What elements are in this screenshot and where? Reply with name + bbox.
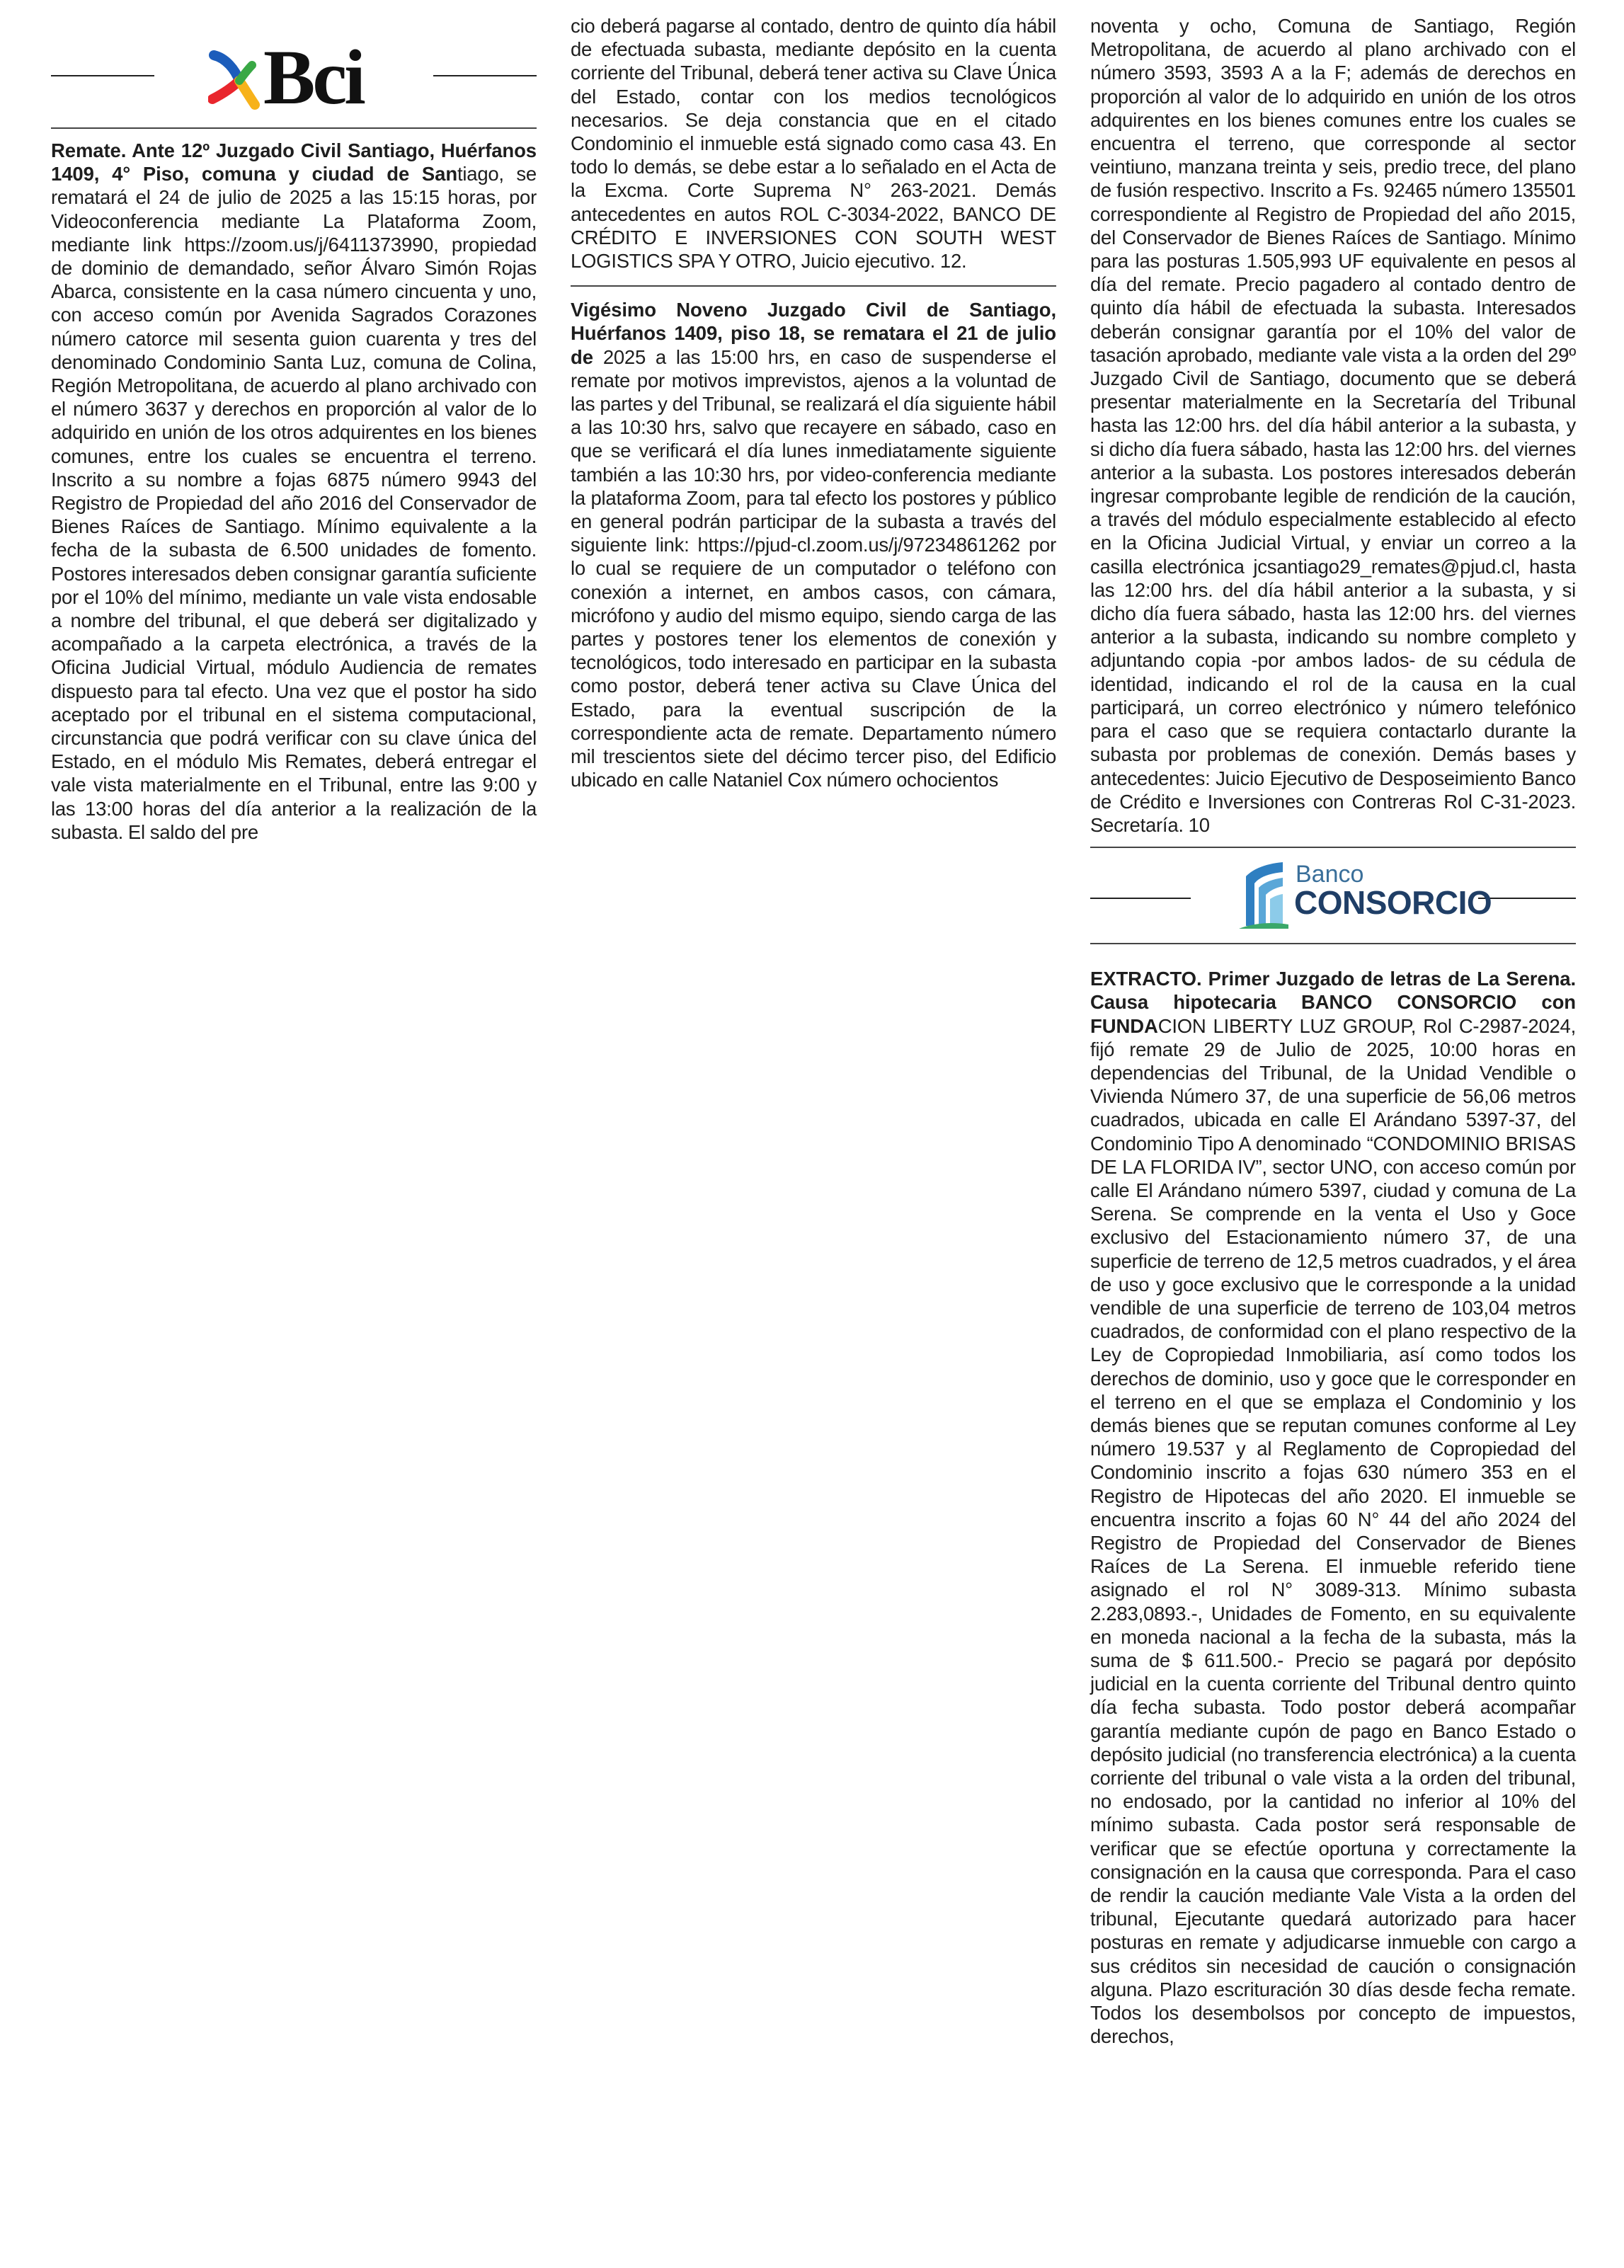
bci-logo-text: Bci: [263, 34, 363, 120]
consorcio-banco-text: Banco: [1296, 861, 1364, 888]
section-divider: [51, 127, 537, 129]
notice-body: tiago, se rematará el 24 de julio de 2025 a las 15:15 horas, por Videoconferencia mediante La Plataforma Zoom, mediante link https://zoom.us/j/6411373990, propiedad de dominio de demandado, señor Álvaro Simón Rojas Abarca, consistente en la casa número cincuenta y uno, con acceso común por Avenida Sagrados Corazones número catorce mil sesenta guion cuarenta y tres del denominado Condominio Santa Luz, comuna de Colina, Región Metropolitana, de acuerdo al plano archivado con el número 3637 y derechos en proporción al valor de lo adquirido en unión de los otros adquirentes en los bienes comunes, entre los cuales se encuentra el terreno. Inscrito a su nombre a fojas 6875 número 9943 del Registro de Propiedad del año 2016 del Conservador de Bienes Raíces de Santiago. Mínimo equivalente a la fecha de la subasta de 6.500 unidades de fomento. Postores interesados deben consignar garantía suficiente por el 10% del mínimo, mediante un vale vista endosable a nombre del tribunal, el que deberá ser digitalizado y acompañado a la carpeta electrónica, a través de la Oficina Judicial Virtual, módulo Audiencia de remates dispuesto para tal efecto. Una vez que el postor ha sido aceptado por el tribunal en el sistema computacional, circunstancia que podrá verificar con su clave única del Estado, en el módulo Mis Remates, deberá entregar el vale vista materialmente en el Tribunal, entre las 9:00 y las 13:00 horas del día anterior a la realización de la subasta. El saldo del pre: [51, 163, 537, 843]
consorcio-mark-icon: [1239, 855, 1288, 933]
section-divider: [571, 285, 1056, 287]
notice-29-juzgado: [571, 298, 1056, 791]
notice-29-juzgado-continued: noventa y ocho, Comuna de Santiago, Región Metropolitana, de acuerdo al plano archivado con el número 3593, 3593 A a la F; además de derechos en proporción al valor de lo adquirido en unión de los otros adquirentes en los bienes comunes entre los cuales se encuentra el terreno, que corresponde al sector veintiuno, manzana treinta y seis, predio trece, del plano de fusión respectivo. Inscrito a Fs. 92465 número 135501 correspondiente al Registro de Propiedad del año 2015, del Conservador de Bienes Raíces de Santiago. Mínimo para las posturas 1.505,993 UF equivalente en pesos al día del remate. Precio pagadero al contado dentro de quinto día hábil de efectuada la subasta. Interesados deberán consignar garantía por el 10% del valor de tasación aprobado, mediante vale vista a la orden del 29º Juzgado Civil de Santiago, documento que se deberá presentar materialmente en la Secretaría del Tribunal hasta las 12:00 hrs. del día hábil anterior a la subasta, y si dicho día fuera sábado, hasta las 12:00 hrs. del viernes anterior a la subasta. Los postores interesados deberán ingresar comprobante legible de rendición de la caución, a través del módulo especialmente establecido al efecto en la Oficina Judicial Virtual, y enviar un correo a la casilla electrónica jcsantiago29_remates@pjud.cl, hasta las 12:00 hrs. del día hábil anterior a la subasta, y si dicho día fuera sábado, hasta las 12:00 hrs. del viernes anterior a la subasta, indicando su nombre completo y adjuntando copia -por ambos lados- de su cédula de identidad, indicando el rol de la causa en la cual participará, un correo electrónico y número telefónico para el caso que se requiera contactarlo durante la subasta por problemas de conexión. Demás bases y antecedentes: Juicio Ejecutivo de Desposeimiento Banco de Crédito e Inversiones con Contreras Rol C-31-2023. Secretaría. 10: [1090, 15, 1576, 836]
column-1: [51, 0, 537, 844]
notice-lead: Remate. Ante 12º Juzgado Civil Santiago, Huérfanos 1409, 4° Piso, comuna y ciudad de San: [51, 139, 537, 185]
column-3: [1090, 0, 1576, 2048]
bci-logo-block: [51, 0, 537, 120]
section-divider: [1090, 943, 1576, 944]
notice-bci-12-juzgado-continued: cio deberá pagarse al contado, dentro de quinto día hábil de efectuada subasta, mediante depósito en la cuenta corriente del Tribunal, deberá tener activa su Clave Única del Estado, contar con los medios tecnológicos necesarios. Se deja constancia que en el citado Condominio el inmueble está signado como casa 43. En todo lo demás, se debe estar a lo señalado en el Acta de la Excma. Corte Suprema N° 263-2021. Demás antecedentes en autos ROL C-3034-2022, BANCO DE CRÉDITO E INVERSIONES CON SOUTH WEST LOGISTICS SPA Y OTRO, Juicio ejecutivo. 12.: [571, 15, 1056, 273]
notice-bci-12-juzgado: [51, 139, 537, 844]
notice-body: CION LIBERTY LUZ GROUP, Rol C-2987-2024, fijó remate 29 de Julio de 2025, 10:00 horas en dependencias del Tribunal, de la Unidad Vendible o Vivienda Número 37, de una superficie de 56,06 metros cuadrados, ubicada en calle El Arándano 5397-37, del Condominio Tipo A denominado “CONDOMINIO BRISAS DE LA FLORIDA IV”, sector UNO, con acceso común por calle El Arándano número 5397, ciudad y comuna de La Serena. Se comprende en la venta el Uso y Goce exclusivo del Estacionamiento número 37, de una superficie de terreno de 12,5 metros cuadrados, y el área de uso y goce exclusivo que le corresponde a la unidad vendible de una superficie de terreno de 103,04 metros cuadrados, de conformidad con el plano respectivo de la Ley de Copropiedad Inmobiliaria, así como todos los derechos de dominio, uso y goce que le corresponder en el terreno en el que se emplaza el Condominio y los demás bienes que se reputan comunes conforme al Ley número 19.537 y al Reglamento de Copropiedad del Condominio inscrito a fojas 630 número 353 en el Registro de Hipotecas del año 2020. El inmueble se encuentra inscrito a fojas 60 N° 44 del año 2024 del Registro de Propiedad del Conservador de Bienes Raíces de La Serena. El inmueble referido tiene asignado el rol N° 3089-313. Mínimo subasta 2.283,0893.-, Unidades de Fomento, en su equivalente en moneda nacional a la fecha de la subasta, más la suma de $ 611.500.- Precio se pagará por depósito judicial en la cuenta corriente del Tribunal dentro quinto día fecha subasta. Todo postor deberá acompañar garantía mediante cupón de pago en Banco Estado o depósito judicial (no transferencia electrónica) a la cuenta corriente del tribunal o vale vista a la orden del tribunal, no endosado, por la cantidad no inferior al 10% del mínimo subasta. Cada postor será responsable de verificar que se efectúe oportuna y correctamente la consignación en la causa que corresponda. Para el caso de rendir la caución mediante Vale Vista a la orden del tribunal, Ejecutante quedará autorizado para hacer posturas en remate y adjudicarse inmueble con cargo a sus créditos sin necesidad de caución o consignación alguna. Plazo escrituración 30 días desde fecha remate. Todos los desembolsos por concepto de impuestos, derechos,: [1090, 1014, 1576, 2048]
logo-rule-left: [51, 75, 154, 76]
column-2: [571, 0, 1056, 792]
logo-rule-right: [433, 75, 537, 76]
logo-rule-right: [1478, 898, 1576, 899]
notice-consorcio-la-serena: [1090, 967, 1576, 2048]
notice-body: 2025 a las 15:00 hrs, en caso de suspenderse el remate por motivos imprevistos, ajenos a la voluntad de las partes y del Tribunal, se realizará el día siguiente hábil a las 10:30 hrs, salvo que recayere en sábado, caso en que se verificará el día lunes inmediatamente siguiente también a las 10:30 hrs, por video-conferencia mediante la plataforma Zoom, para tal efecto los postores y público en general podrán participar de la subasta a través del siguiente link: https://pjud-cl.zoom.us/j/97234861262 por lo cual se requiere de un computador o teléfono con conexión a internet, en ambos casos, con cámara, micrófono y audio del mismo equipo, siendo carga de las partes y postores tener los elementos de conexión y tecnológicos, todo interesado en participar en la subasta como postor, deberá tener activa su Clave Única del Estado, para la eventual suscripción de la correspondiente acta de remate. Departamento número mil trescientos siete del décimo tercer piso, del Edificio ubicado en calle Nataniel Cox número ochocientos: [571, 345, 1056, 791]
notice-lead: EXTRACTO. Primer Juzgado de letras de La Serena. Causa hipotecaria BANCO CONSORCIO con FUNDA: [1090, 968, 1576, 1037]
logo-rule-left: [1090, 898, 1191, 899]
bci-mark-icon: [208, 50, 265, 113]
consorcio-name-text: CONSORCIO: [1294, 884, 1492, 922]
notice-lead: Vigésimo Noveno Juzgado Civil de Santiago, Huérfanos 1409, piso 18, se rematara el 21 de julio de: [571, 299, 1056, 368]
consorcio-logo-block: [1090, 848, 1576, 940]
